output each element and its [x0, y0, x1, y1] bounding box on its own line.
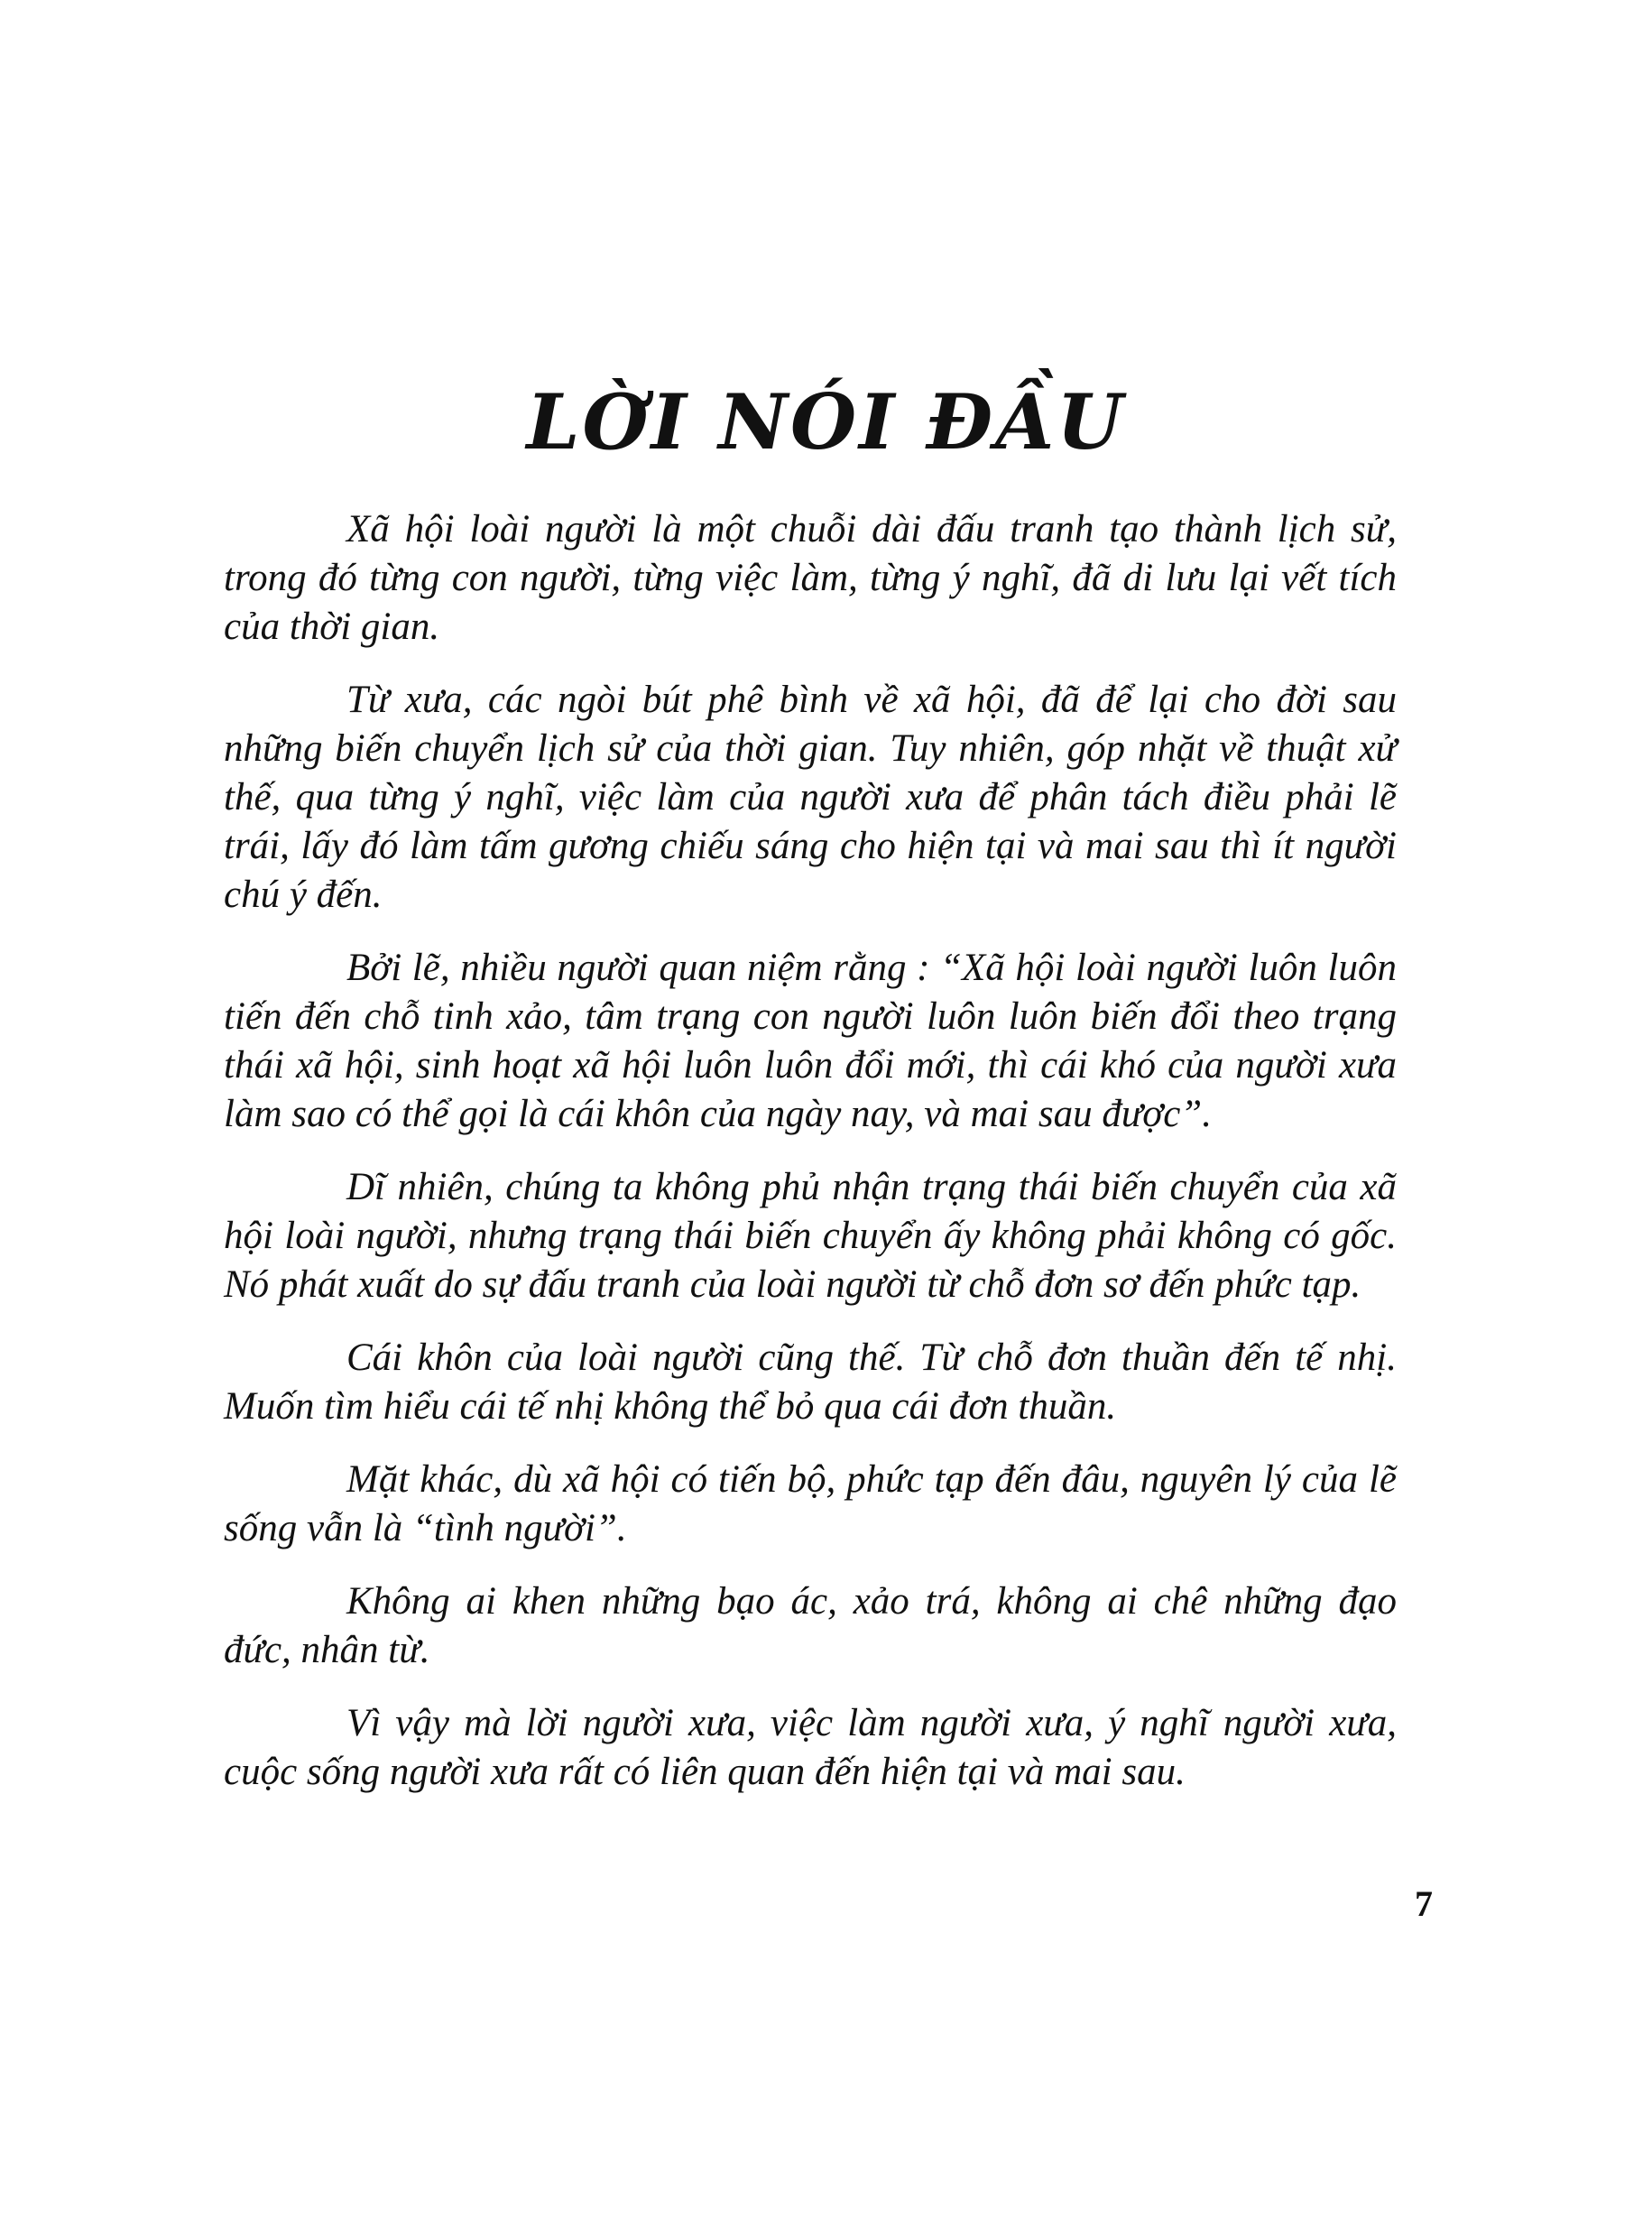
page-number: 7 [1415, 1883, 1433, 1924]
paragraph-4: Dĩ nhiên, chúng ta không phủ nhận trạng thái biến chuyển của xã hội loài người, nhưng trạng thái biến chuyển ấy không phải không có gốc. Nó phát xuất do sự đấu tranh của loài người từ chỗ đơn sơ đến phức tạp. [224, 1166, 1397, 1306]
preface-body [224, 505, 1397, 1821]
paragraph-6: Mặt khác, dù xã hội có tiến bộ, phức tạp đến đâu, nguyên lý của lẽ sống vẫn là “tình người”. [224, 1458, 1397, 1549]
paragraph-2: Từ xưa, các ngòi bút phê bình về xã hội, đã để lại cho đời sau những biến chuyển lịch sử của thời gian. Tuy nhiên, góp nhặt về thuật xử thế, qua từng ý nghĩ, việc làm của người xưa để phân tách điều phải lẽ trái, lấy đó làm tấm gương chiếu sáng cho hiện tại và mai sau thì ít người chú ý đến. [224, 679, 1397, 916]
paragraph-5: Cái khôn của loài người cũng thế. Từ chỗ đơn thuần đến tế nhị. Muốn tìm hiểu cái tế nhị không thể bỏ qua cái đơn thuần. [224, 1336, 1397, 1428]
paragraph-8: Vì vậy mà lời người xưa, việc làm người xưa, ý nghĩ người xưa, cuộc sống người xưa rất có liên quan đến hiện tại và mai sau. [224, 1702, 1397, 1793]
paragraph-3: Bởi lẽ, nhiều người quan niệm rằng : “Xã hội loài người luôn luôn tiến đến chỗ tinh xảo, tâm trạng con người luôn luôn biến đổi theo trạng thái xã hội, sinh hoạt xã hội luôn luôn đổi mới, thì cái khó của người xưa làm sao có thể gọi là cái khôn của ngày nay, và mai sau được”. [224, 947, 1397, 1135]
page-title: LỜI NÓI ĐẦU [526, 377, 1126, 467]
paragraph-1: Xã hội loài người là một chuỗi dài đấu tranh tạo thành lịch sử, trong đó từng con người, từng việc làm, từng ý nghĩ, đã di lưu lại vết tích của thời gian. [224, 508, 1397, 648]
paragraph-7: Không ai khen những bạo ác, xảo trá, không ai chê những đạo đức, nhân từ. [224, 1580, 1397, 1671]
